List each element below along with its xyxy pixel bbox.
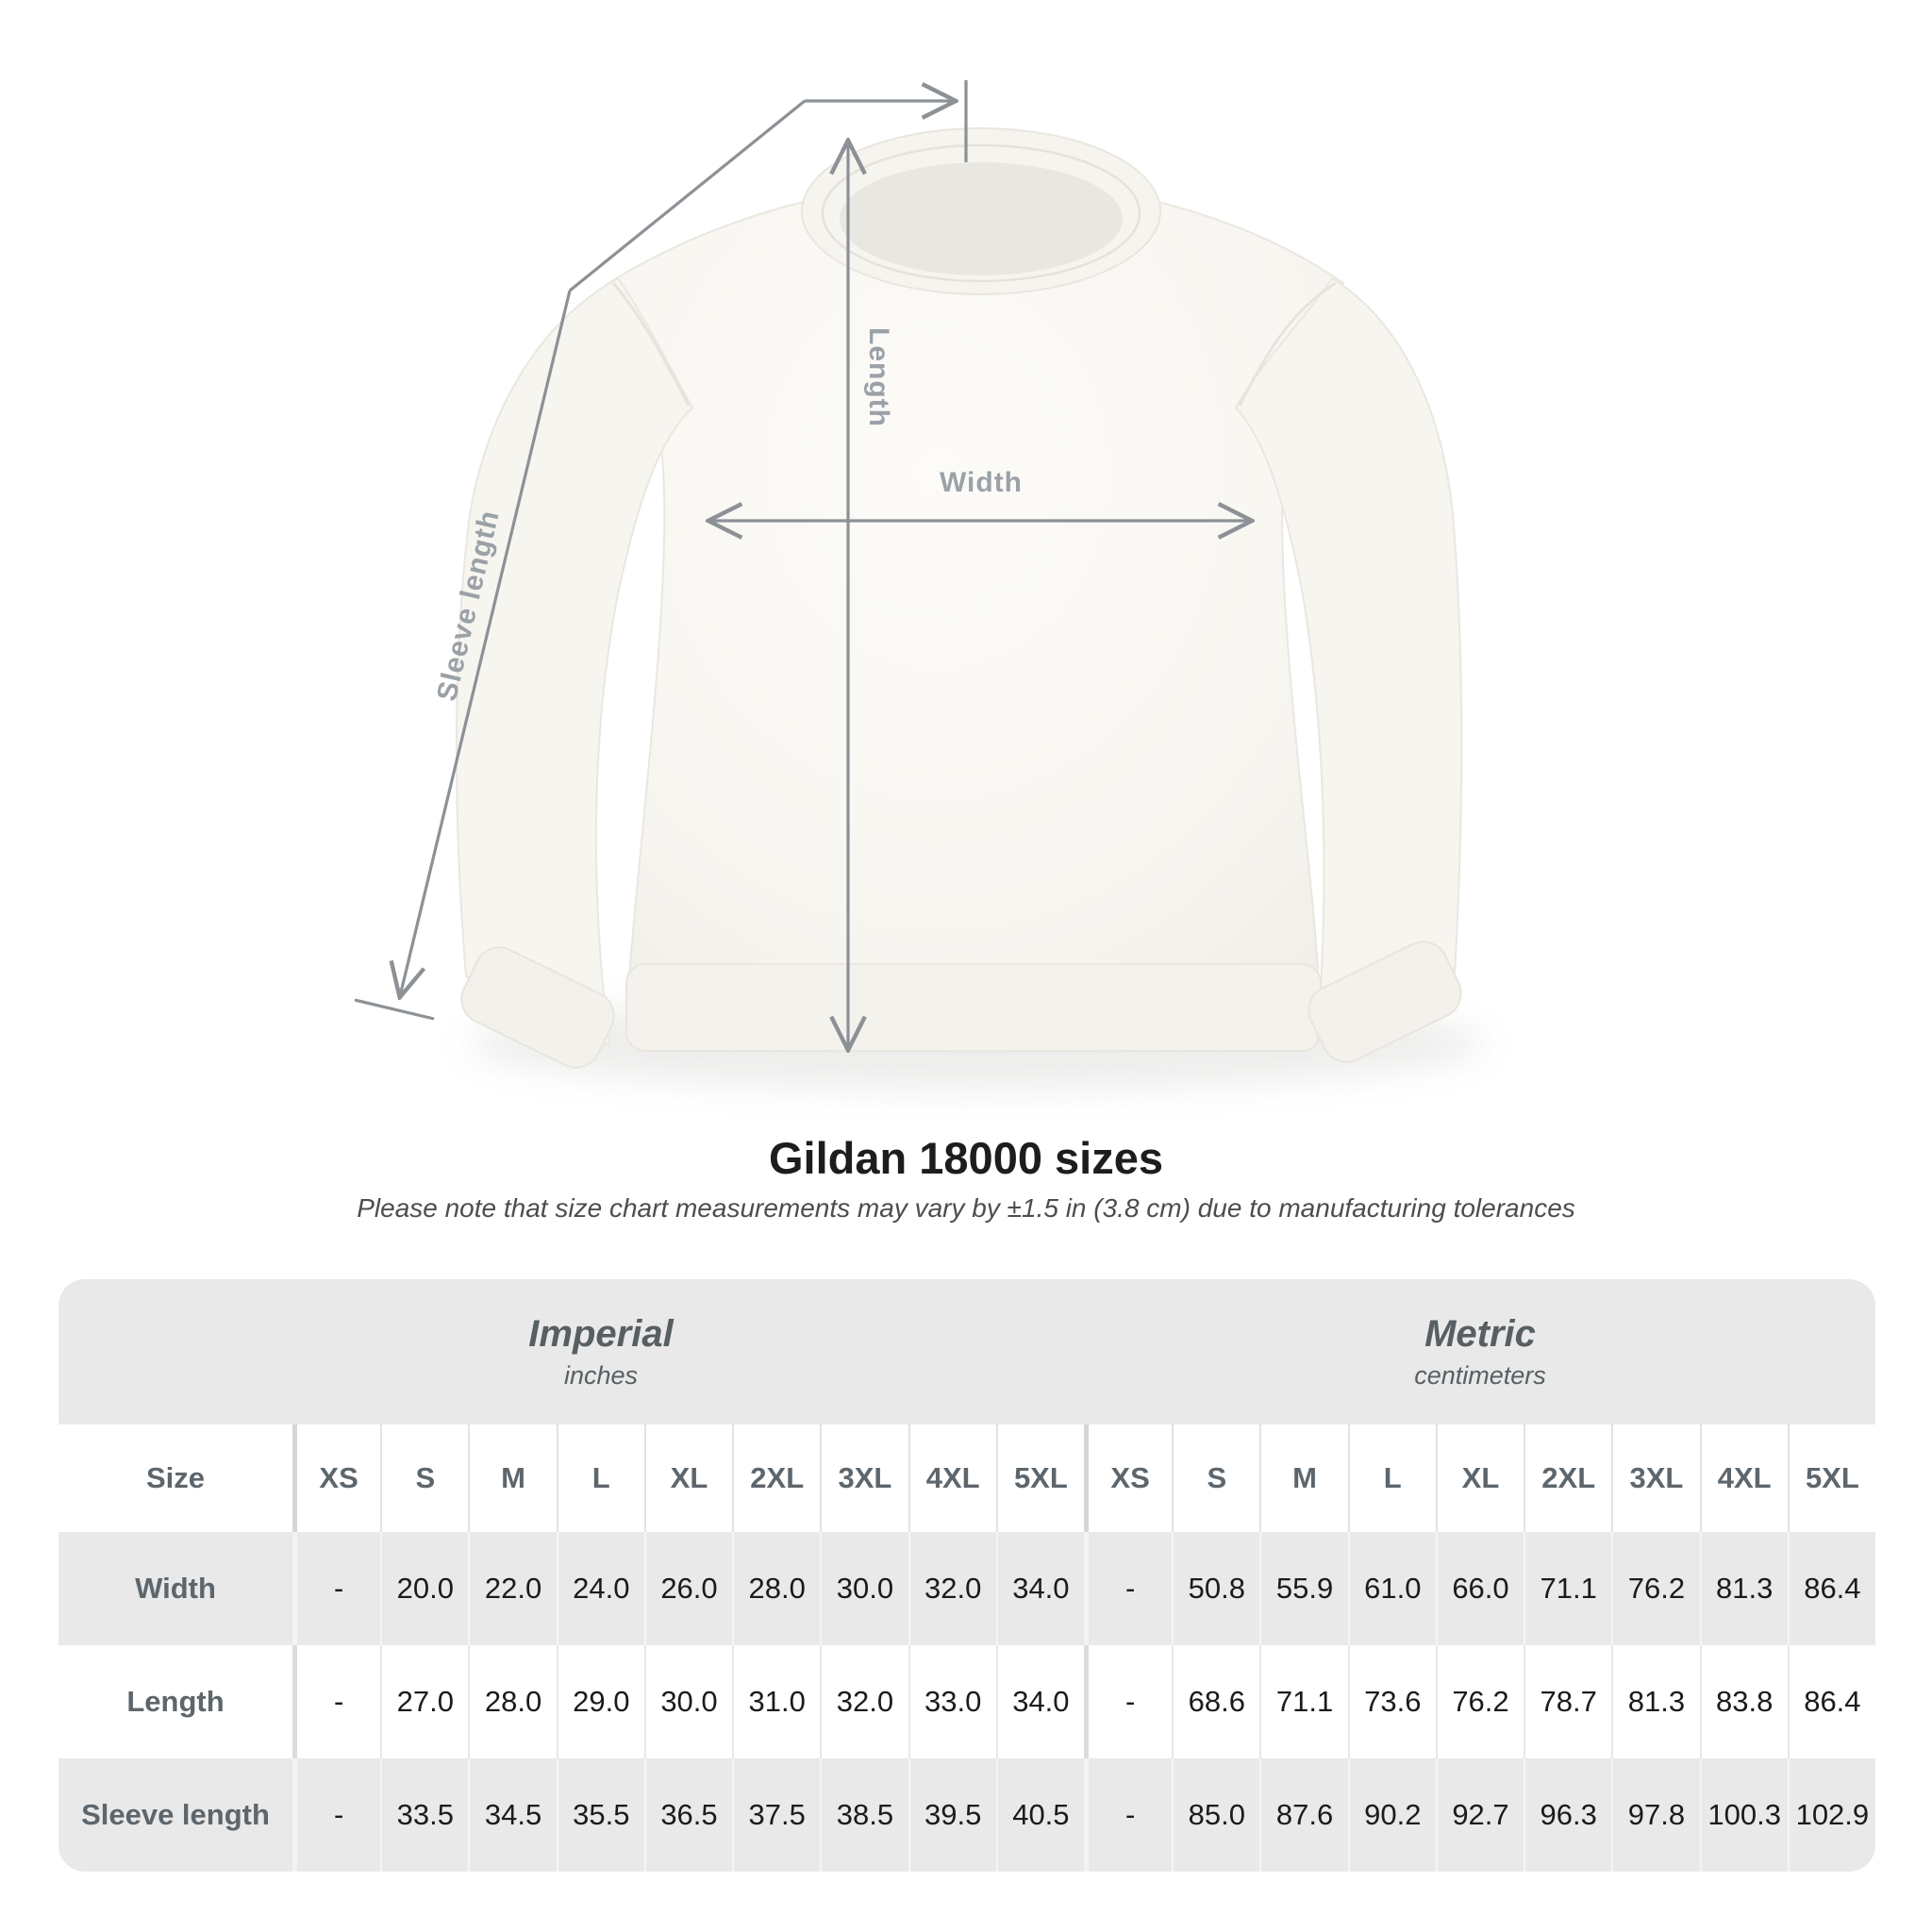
table-cell: 85.0 <box>1172 1758 1259 1872</box>
unit-system-header-row <box>58 1279 1875 1424</box>
table-cell: 61.0 <box>1348 1532 1436 1645</box>
row-label: Sleeve length <box>81 1798 270 1831</box>
table-cell: 76.2 <box>1436 1645 1524 1758</box>
sweatshirt-hem <box>626 964 1321 1051</box>
table-cell: - <box>292 1532 380 1645</box>
imperial-unit-header <box>58 1279 1085 1424</box>
table-cell: - <box>292 1758 380 1872</box>
table-cell: 20.0 <box>380 1532 468 1645</box>
page-title: Gildan 18000 sizes <box>768 1133 1164 1183</box>
size-header: M <box>468 1424 556 1532</box>
size-header: S <box>380 1424 468 1532</box>
length-row <box>58 1645 1875 1758</box>
table-cell: 81.3 <box>1611 1645 1699 1758</box>
table-cell: 32.0 <box>908 1532 996 1645</box>
table-cell: 33.0 <box>908 1645 996 1758</box>
table-cell: 37.5 <box>732 1758 820 1872</box>
table-cell: 39.5 <box>908 1758 996 1872</box>
table-cell: 78.7 <box>1524 1645 1611 1758</box>
size-corner-header: Size <box>145 1461 206 1494</box>
size-header: 3XL <box>820 1424 908 1532</box>
table-cell: 100.3 <box>1700 1758 1788 1872</box>
table-cell: 87.6 <box>1259 1758 1347 1872</box>
table-cell: 55.9 <box>1259 1532 1347 1645</box>
size-header: L <box>557 1424 644 1532</box>
row-label: Width <box>135 1572 216 1605</box>
size-header: 2XL <box>732 1424 820 1532</box>
sleeve-length-row <box>58 1758 1875 1872</box>
sweatshirt-body <box>606 179 1343 1019</box>
table-cell: 73.6 <box>1348 1645 1436 1758</box>
table-cell: 90.2 <box>1348 1758 1436 1872</box>
size-header-row <box>58 1424 1875 1532</box>
table-cell: 29.0 <box>557 1645 644 1758</box>
table-cell: 22.0 <box>468 1532 556 1645</box>
table-cell: 71.1 <box>1259 1645 1347 1758</box>
table-cell: 97.8 <box>1611 1758 1699 1872</box>
table-cell: - <box>1084 1758 1172 1872</box>
table-cell: - <box>292 1645 380 1758</box>
table-cell: 81.3 <box>1700 1532 1788 1645</box>
table-cell: 36.5 <box>644 1758 732 1872</box>
table-cell: - <box>1084 1532 1172 1645</box>
table-cell: 38.5 <box>820 1758 908 1872</box>
table-cell: 24.0 <box>557 1532 644 1645</box>
table-cell: 71.1 <box>1524 1532 1611 1645</box>
table-cell: 35.5 <box>557 1758 644 1872</box>
table-cell: 30.0 <box>644 1645 732 1758</box>
metric-unit-header <box>1085 1279 1875 1424</box>
table-cell: 86.4 <box>1788 1645 1875 1758</box>
table-cell: 33.5 <box>380 1758 468 1872</box>
size-header: XS <box>292 1424 380 1532</box>
size-header: 4XL <box>1700 1424 1788 1532</box>
metric-unit-label: centimeters <box>1414 1361 1546 1390</box>
table-cell: 31.0 <box>732 1645 820 1758</box>
table-cell: 34.0 <box>996 1532 1084 1645</box>
size-table <box>58 1279 1875 1872</box>
table-cell: 50.8 <box>1172 1532 1259 1645</box>
size-header: XL <box>644 1424 732 1532</box>
size-header: 5XL <box>1788 1424 1875 1532</box>
imperial-label: Imperial <box>528 1313 674 1355</box>
length-dimension-label: Length <box>863 327 894 427</box>
table-cell: 27.0 <box>380 1645 468 1758</box>
table-cell: 96.3 <box>1524 1758 1611 1872</box>
table-cell: 102.9 <box>1788 1758 1875 1872</box>
size-header: 2XL <box>1524 1424 1611 1532</box>
width-row <box>58 1532 1875 1645</box>
imperial-unit-label: inches <box>563 1361 639 1390</box>
size-header: XL <box>1436 1424 1524 1532</box>
table-cell: 86.4 <box>1788 1532 1875 1645</box>
table-cell: 40.5 <box>996 1758 1084 1872</box>
table-cell: 92.7 <box>1436 1758 1524 1872</box>
size-header: XS <box>1084 1424 1172 1532</box>
tolerance-note: Please note that size chart measurements may vary by ±1.5 in (3.8 cm) due to manufacturing tolerances <box>357 1193 1575 1223</box>
table-cell: 83.8 <box>1700 1645 1788 1758</box>
table-cell: 28.0 <box>468 1645 556 1758</box>
metric-label: Metric <box>1424 1313 1536 1355</box>
width-dimension-label: Width <box>939 467 1024 498</box>
table-cell: 26.0 <box>644 1532 732 1645</box>
table-cell: 68.6 <box>1172 1645 1259 1758</box>
table-cell: - <box>1084 1645 1172 1758</box>
size-header: S <box>1172 1424 1259 1532</box>
size-header: 4XL <box>908 1424 996 1532</box>
size-header: M <box>1259 1424 1347 1532</box>
table-cell: 30.0 <box>820 1532 908 1645</box>
size-header: 3XL <box>1611 1424 1699 1532</box>
table-cell: 66.0 <box>1436 1532 1524 1645</box>
row-label: Length <box>126 1685 225 1718</box>
table-cell: 34.5 <box>468 1758 556 1872</box>
size-header: L <box>1348 1424 1436 1532</box>
table-cell: 76.2 <box>1611 1532 1699 1645</box>
table-cell: 32.0 <box>820 1645 908 1758</box>
collar-opening <box>840 162 1123 275</box>
table-cell: 28.0 <box>732 1532 820 1645</box>
table-cell: 34.0 <box>996 1645 1084 1758</box>
size-header: 5XL <box>996 1424 1084 1532</box>
sleeve-dimension-cuff-tick <box>355 1000 434 1019</box>
sleeve-length-dimension-label: Sleeve length <box>431 507 506 705</box>
